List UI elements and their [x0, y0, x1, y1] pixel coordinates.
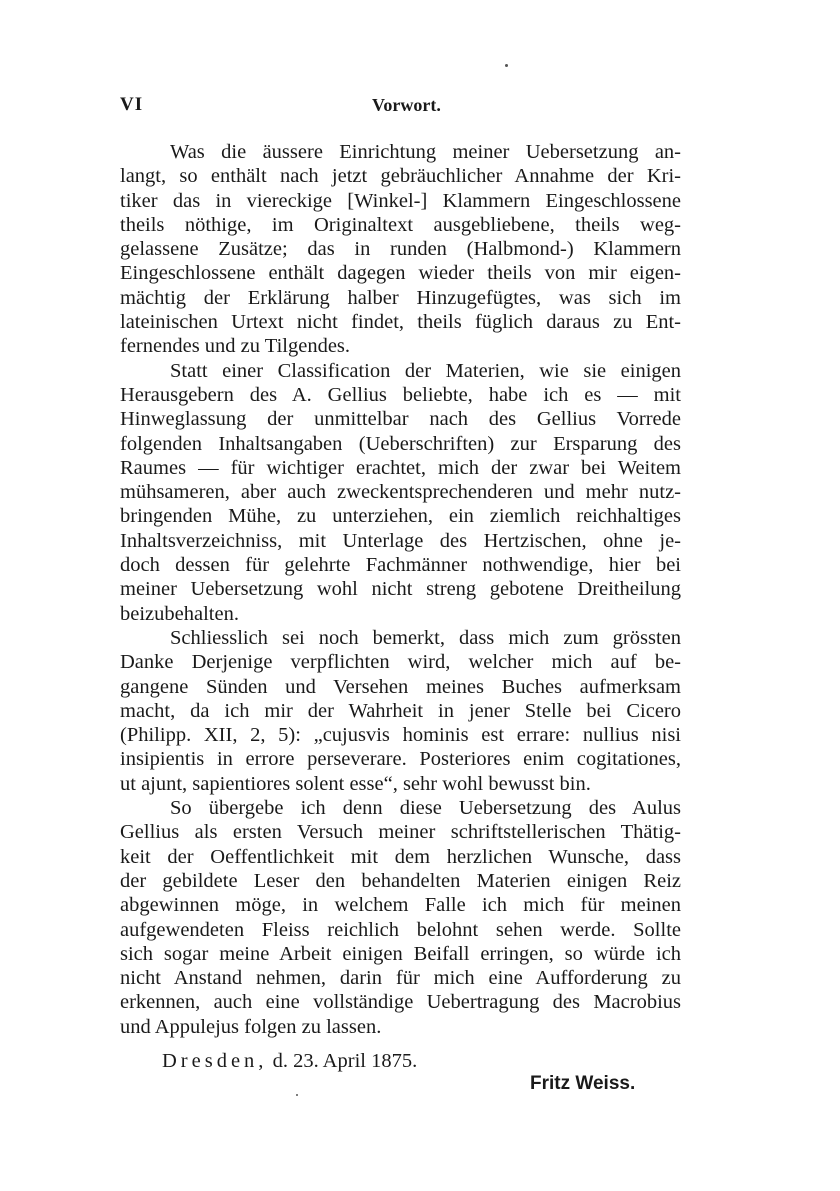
text-line: tiker das in viereckige [Winkel-] Klammern Eingeschlossene — [120, 189, 681, 212]
dateline-place: Dresden, — [162, 1050, 268, 1072]
text-line: folgenden Inhaltsangaben (Ueberschriften) zur Ersparung des — [120, 432, 681, 455]
print-speck — [505, 64, 508, 67]
text-line: fernendes und zu Tilgendes. — [120, 335, 351, 358]
text-line: ut ajunt, sapientiores solent esse“, sehr wohl bewusst bin. — [120, 772, 591, 795]
text-line: (Philipp. XII, 2, 5): „cujusvis hominis est errare: nullius nisi — [120, 724, 681, 747]
text-line: erkennen, auch eine vollständige Uebertragung des Macrobius — [120, 991, 681, 1014]
text-line: Herausgebern des A. Gellius beliebte, habe ich es — mit — [120, 383, 681, 406]
text-line: abgewinnen möge, in welchem Falle ich mich für meinen — [120, 894, 681, 917]
text-line: Hinweglassung der unmittelbar nach des Gellius Vorrede — [120, 408, 681, 431]
text-line: Statt einer Classification der Materien, wie sie einigen — [170, 359, 681, 382]
text-line: gangene Sünden und Versehen meines Buches aufmerksam — [120, 675, 681, 698]
text-line: Gellius als ersten Versuch meiner schriftstellerischen Thätig- — [120, 821, 681, 844]
text-line: sich sogar meine Arbeit einigen Beifall erringen, so würde ich — [120, 942, 681, 965]
text-line: aufgewendeten Fleiss reichlich belohnt sehen werde. Sollte — [120, 918, 681, 941]
dateline — [162, 1050, 417, 1073]
text-line: insipientis in errore perseverare. Posteriores enim cogitationes, — [120, 748, 681, 771]
dateline-date: d. 23. April 1875. — [272, 1050, 418, 1072]
text-line: Inhaltsverzeichniss, mit Unterlage des Hertzischen, ohne je- — [120, 529, 681, 552]
text-line: Eingeschlossene enthält dagegen wieder theils von mir eigen- — [120, 262, 681, 285]
text-line: doch dessen für gelehrte Fachmänner nothwendige, hier bei — [120, 554, 681, 577]
text-line: bringenden Mühe, zu unterziehen, ein ziemlich reichhaltiges — [120, 505, 681, 528]
preface-body — [120, 140, 681, 1039]
text-line: nicht Anstand nehmen, darin für mich eine Aufforderung zu — [120, 967, 681, 990]
text-line: So übergebe ich denn diese Uebersetzung des Aulus — [170, 797, 681, 820]
text-line: Raumes — für wichtiger erachtet, mich der zwar bei Weitem — [120, 456, 681, 479]
text-line: mächtig der Erklärung halber Hinzugefügtes, was sich im — [120, 286, 681, 309]
running-title: Vorwort. — [372, 95, 441, 115]
text-line: Danke Derjenige verpflichten wird, welcher mich auf be- — [120, 651, 681, 674]
text-line: macht, da ich mir der Wahrheit in jener Stelle bei Cicero — [120, 699, 681, 722]
text-line: beizubehalten. — [120, 602, 239, 625]
text-line: Schliesslich sei noch bemerkt, dass mich zum grössten — [170, 626, 681, 649]
text-line: langt, so enthält nach jetzt gebräuchlicher Annahme der Kri- — [120, 165, 681, 188]
page-number: VI — [120, 94, 144, 115]
text-line: und Appulejus folgen zu lassen. — [120, 1015, 382, 1038]
text-line: keit der Oeffentlichkeit mit dem herzlichen Wunsche, dass — [120, 845, 681, 868]
text-line: gelassene Zusätze; das in runden (Halbmond-) Klammern — [120, 238, 681, 261]
text-line: der gebildete Leser den behandelten Materien einigen Reiz — [120, 869, 681, 892]
text-line: meiner Uebersetzung wohl nicht streng gebotene Dreitheilung — [120, 578, 681, 601]
author-signature: Fritz Weiss. — [530, 1073, 636, 1094]
text-line: theils nöthige, im Originaltext ausgebliebene, theils weg- — [120, 213, 681, 236]
text-line: mühsameren, aber auch zweckentsprechenderen und mehr nutz- — [120, 481, 681, 504]
print-speck — [296, 1094, 298, 1096]
text-line: Was die äussere Einrichtung meiner Uebersetzung an- — [170, 141, 681, 163]
text-line: lateinischen Urtext nicht findet, theils füglich daraus zu Ent- — [120, 311, 681, 334]
